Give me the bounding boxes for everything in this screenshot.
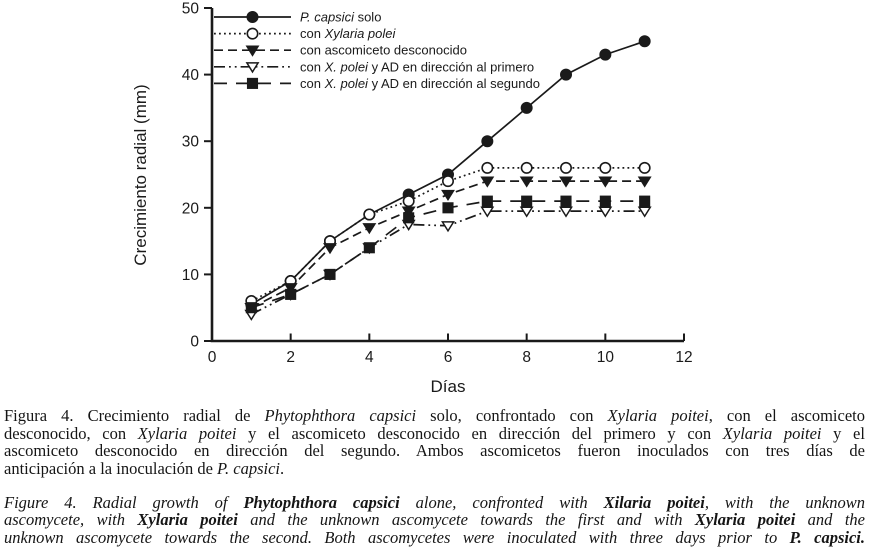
data-point-square-filled: [443, 203, 453, 213]
y-tick-label: 50: [181, 0, 199, 18]
data-point-square-filled: [483, 196, 493, 206]
legend-item: [214, 43, 467, 58]
species-name: Xylaria poitei: [694, 510, 796, 530]
caption-text: anticipación a la inoculación de: [4, 458, 218, 478]
data-point-circle-filled: [561, 69, 571, 79]
caption-text: and the: [795, 510, 865, 530]
caption-text: ascomycete, with: [4, 510, 138, 530]
x-tick-label: 10: [596, 349, 614, 366]
caption-text: unknown ascomycete towards the second. Both ascomycetes were inoculated with three days prior to: [4, 528, 790, 548]
caption-text: .: [280, 458, 285, 478]
legend-label: P. capsici solo: [300, 9, 382, 25]
y-tick-label: 30: [181, 133, 199, 151]
data-point-triangle-filled: [442, 191, 453, 200]
legend-item: [214, 10, 381, 25]
y-tick-label: 40: [181, 67, 199, 85]
data-point-square-filled: [325, 270, 335, 280]
species-name: Phytophthora capsici: [264, 406, 417, 425]
species-name: Xylaria poitei: [722, 423, 822, 443]
data-point-circle-open: [639, 163, 649, 173]
caption-text: y el: [821, 423, 865, 443]
caption-line: [4, 425, 865, 443]
legend-item: [214, 59, 534, 74]
y-tick-label: 0: [190, 333, 199, 351]
caption-line: [4, 407, 865, 425]
data-point-circle-filled: [521, 103, 531, 113]
y-axis-title: Crecimiento radial (mm): [131, 84, 150, 266]
caption-text: solo, confrontado con: [416, 406, 608, 425]
legend-label: con Xylaria polei: [300, 26, 396, 42]
species-name: Xilaria poitei: [603, 492, 705, 512]
caption-line: [4, 511, 865, 529]
data-point-circle-open: [364, 209, 374, 219]
series-line: [251, 168, 644, 301]
series-1: [246, 163, 650, 307]
x-axis-title: Días: [430, 377, 466, 396]
caption-text: , con el ascomiceto: [708, 406, 865, 425]
data-point-circle-open: [443, 176, 453, 186]
data-point-triangle-filled: [324, 244, 335, 253]
data-point-square-filled: [404, 213, 414, 223]
data-point-triangle-filled: [364, 224, 375, 233]
data-point-circle-open: [561, 163, 571, 173]
caption-text: y el ascomiceto desconocido en dirección del primero y con: [236, 423, 723, 443]
x-tick-label: 6: [443, 349, 453, 366]
data-point-square-filled: [601, 196, 611, 206]
x-tick-label: 4: [365, 349, 374, 366]
data-point-circle-open: [247, 28, 257, 38]
series-3: [246, 207, 651, 319]
species-name: P. capsici: [217, 458, 280, 478]
legend-label: con X. polei y AD en dirección al primero: [300, 59, 535, 75]
x-tick-label: 2: [286, 349, 295, 366]
caption-text: Figure 4. Radial growth of: [4, 492, 244, 512]
species-name: Phytophthora capsici: [243, 492, 400, 512]
data-point-circle-open: [600, 163, 610, 173]
series-line: [251, 201, 644, 308]
caption-english: [0, 494, 869, 547]
data-point-square-filled: [561, 196, 571, 206]
legend-item: [214, 26, 397, 41]
data-point-circle-filled: [482, 136, 492, 146]
caption-text: and the unknown ascomycete towards the first and with: [237, 510, 695, 530]
data-point-circle-open: [521, 163, 531, 173]
data-point-circle-filled: [247, 12, 257, 22]
legend-label: con X. polei y AD en dirección al segundo: [300, 75, 540, 91]
data-point-triangle-open: [560, 207, 571, 216]
data-point-circle-filled: [600, 49, 610, 59]
x-tick-label: 0: [207, 349, 217, 366]
caption-text: , with the unknown: [704, 492, 865, 512]
y-tick-label: 20: [181, 200, 199, 218]
series-4: [247, 196, 650, 312]
data-point-circle-open: [482, 163, 492, 173]
y-tick-label: 10: [181, 266, 199, 284]
legend-label: con ascomiceto desconocido: [300, 42, 467, 58]
legend-item: [214, 76, 540, 91]
caption-text: desconocido, con: [4, 423, 138, 443]
caption-text: ascomiceto desconocido en dirección del segundo. Ambos ascomicetos fueron inoculados con tres días de: [4, 441, 865, 461]
data-point-triangle-open: [639, 207, 650, 216]
species-name: Xylaria poitei: [607, 406, 709, 425]
caption-line: [4, 494, 865, 512]
data-point-circle-filled: [639, 36, 649, 46]
series-2: [246, 177, 651, 313]
species-name: Xylaria poitei: [137, 510, 238, 530]
caption-spanish: [0, 407, 869, 477]
data-point-square-filled: [247, 303, 257, 313]
data-point-square-filled: [640, 196, 650, 206]
x-tick-label: 8: [522, 349, 531, 366]
caption-line: [4, 442, 865, 460]
caption-text: Figura 4. Crecimiento radial de: [4, 406, 265, 425]
species-name: P. capsici.: [789, 528, 865, 548]
legend: [214, 10, 540, 91]
data-point-square-filled: [522, 196, 532, 206]
x-tick-label: 12: [675, 349, 693, 366]
data-point-circle-open: [403, 196, 413, 206]
species-name: Xylaria poitei: [137, 423, 237, 443]
data-point-square-filled: [365, 243, 375, 253]
caption-line: [4, 529, 865, 547]
data-point-square-filled: [286, 290, 296, 300]
caption-line: [4, 460, 865, 478]
data-point-square-filled: [248, 79, 258, 89]
caption-text: alone, confronted with: [399, 492, 604, 512]
